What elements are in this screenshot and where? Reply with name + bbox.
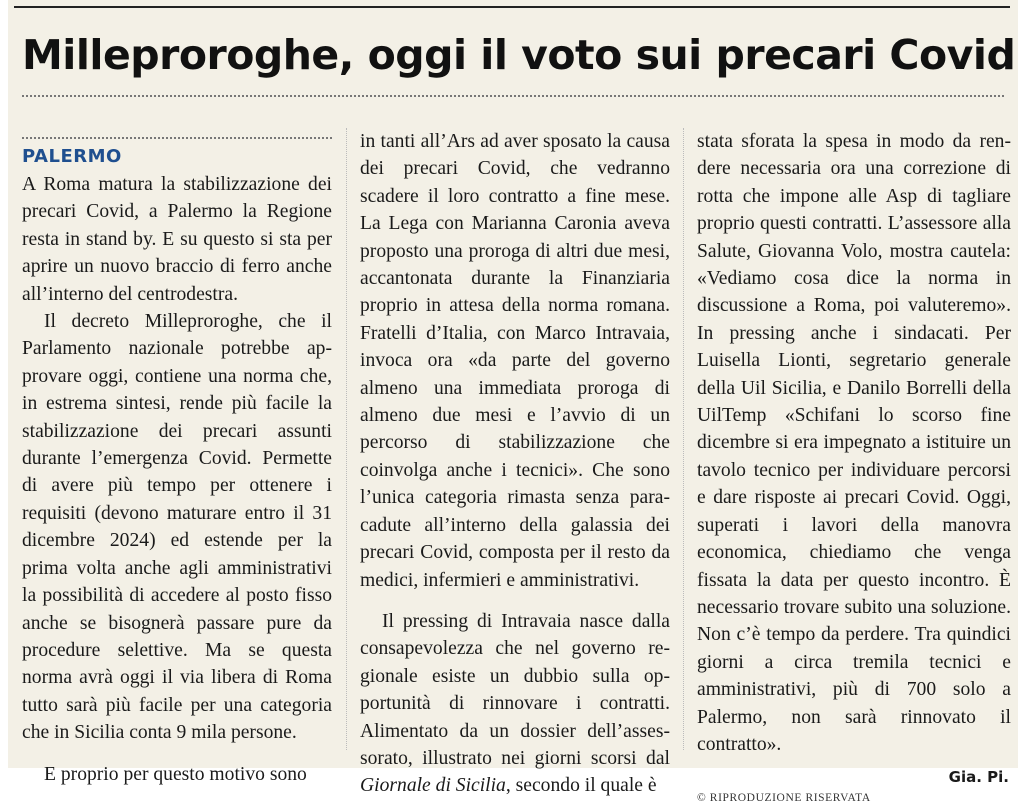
copyright-notice: © RIPRODUZIONE RISERVATA — [697, 792, 871, 805]
headline-dotted-rule — [22, 95, 1004, 97]
article-column-1 — [22, 128, 332, 788]
article-column-3 — [697, 128, 1011, 807]
newspaper-name: Giornale di Sicilia — [360, 775, 506, 797]
author-byline: Gia. Pi. — [948, 768, 1009, 787]
column-separator — [346, 128, 347, 750]
paragraph: in tanti all’Ars ad aver sposato la causa dei precari Covid, che vedranno scadere il loro contratto a fine mese. La Lega con Marianna Caronia aveva proposto una proroga di altri due mesi, accantonata durante la Finanziaria proprio in attesa della norma romana. Fratelli d’Italia, con Marco Intravaia, invoca ora «da parte del governo almeno una immediata proroga di almeno due mesi e l’avvio di un percorso di stabilizzazione che coinvolga anche i tecnici». Che sono l’unica categoria rimasta senza paracadute all’interno della galassia dei precari Covid, composta per il resto da medici, infermieri e amministrativi. — [360, 131, 670, 591]
column-separator — [683, 128, 684, 750]
paragraph: E proprio per questo motivo sono — [44, 763, 307, 785]
page-left-margin — [0, 0, 8, 768]
paragraph: stata sforata la spesa in modo da rendere necessaria ora una correzione di rotta che impone alle Asp di tagliare proprio questi contratti. L’assessore alla Salute, Giovanna Volo, mostra cautela: «Vediamo cosa dice la norma in discussione a Roma, poi valuteremo». In pressing anche i sindacati. Per Luisella Lionti, segretario generale della Uil Sicilia, e Danilo Borrelli della UilTemp «Schifani lo scorso fine dicembre si era impegnato a istituire un tavolo tecnico per individuare percorsi e dare risposte ai precari Covid. Oggi, superati i lavori della manovra economica, chiediamo che venga fissata la data per questo incontro. È necessario trovare subito una soluzione. Non c’è tempo da perdere. Tra quindici giorni a circa tremila tecnici e amministrativi, più di 700 solo a Palermo, non sarà rinnovato il contratto». — [697, 131, 1011, 755]
page-right-margin — [1018, 0, 1024, 768]
location-kicker: PALERMO — [22, 146, 122, 167]
paragraph: Il decreto Milleproroghe, che il Parlamento nazionale potrebbe approvare oggi, contiene una norma che, in estrema sintesi, rende più facile la stabilizzazione dei precari assunti durante l’emergenza Covid. Permette di avere più tempo per ottenere i requisiti (devono maturare entro il 31 dicembre 2024) ed estende per la prima volta anche agli amministrativi la possibilità di accedere al posto fisso anche se bisognerà passare pure da procedure selettive. Ma se questa norma avrà oggi il via libera di Roma tutto sarà più facile per una categoria che in Sicilia conta 9 mila persone. — [22, 311, 332, 744]
paragraph-text: Il pressing di Intravaia nasce dalla consapevolezza che nel governo regionale esiste un dubbio sulla opportunità di rinnovare i contratti. Alimentato da un dossier dell’assessorato, illustrato nei giorni scorsi dal — [360, 610, 670, 769]
paragraph — [360, 608, 670, 800]
article-column-2 — [360, 128, 670, 800]
paragraph-text-end: , secondo il quale è — [505, 775, 657, 797]
headline: Milleproroghe, oggi il voto sui precari Covid — [22, 31, 1016, 79]
top-rule — [14, 6, 1010, 8]
paragraph: A Roma matura la stabilizzazione dei precari Covid, a Palermo la Regione resta in stand by. E su questo si sta per aprire un nuovo braccio di ferro anche all’interno del centrodestra. — [22, 174, 332, 305]
